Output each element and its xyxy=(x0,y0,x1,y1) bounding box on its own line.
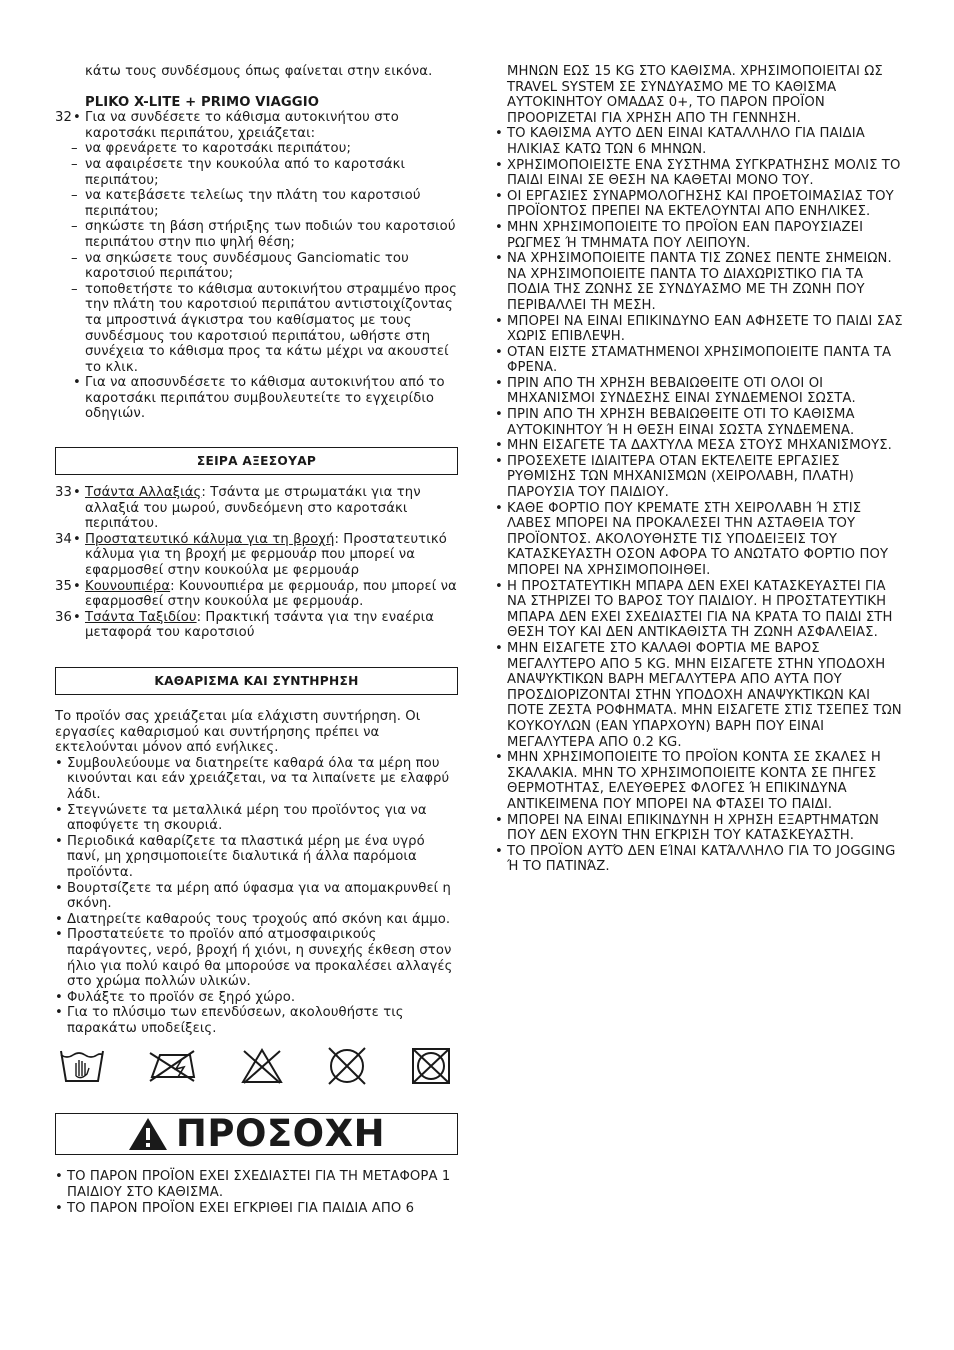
step-text: να κατεβάσετε τελείως την πλάτη του καροτσιού περιπάτου; xyxy=(85,188,421,219)
cleaning-bullet: • Περιοδικά καθαρίζετε τα πλαστικά μέρη με ένα υγρό πανί, μη χρησιμοποιείτε διαλυτικά ή άλλα παρόμοια προϊόντα. xyxy=(55,833,425,880)
safety-bullet-text: ΜΗΝ ΧΡΗΣΙΜΟΠΟΙΕΙΤΕ ΤΟ ΠΡΟΪΟΝ ΕΑΝ ΠΑΡΟΥΣΙΑΖΕΙ ΡΩΓΜΕΣ Ή ΤΜΗΜΑΤΑ ΠΟΥ ΛΕΙΠΟΥΝ. xyxy=(507,219,864,251)
left-column xyxy=(55,64,458,1216)
cleaning-bullet: • Για το πλύσιμο των επενδύσεων, ακολουθήστε τις παρακάτω υποδείξεις. xyxy=(55,1005,404,1036)
cleaning-bullet-text: Συμβουλεύουμε να διατηρείτε καθαρά όλα τα μέρη που κινούνται και εάν χρειάζεται, να τα λιπαίνετε με ελαφρύ λάδι. xyxy=(67,755,450,802)
warning-title: ΠΡΟΣΟΧΗ xyxy=(175,1112,386,1156)
cleaning-bullet-text: Προστατεύετε το προϊόν από ατμοσφαιρικούς παράγοντες, νερό, βροχή ή χιόνι, η συνεχής έκθεση στον ήλιο για πολύ καιρό θα μπορούσε να προκαλέσει αλλαγές στο χρώμα πολλών υλικών. xyxy=(67,927,453,990)
accessory-item: 35 • Κουνουπιέρα: Κουνουπιέρα με φερμουάρ, που μπορεί να εφαρμοσθεί στην κουκούλα με φερμουάρ. xyxy=(55,578,457,610)
safety-bullet: • ΠΡΙΝ ΑΠΟ ΤΗ ΧΡΗΣΗ ΒΕΒΑΙΩΘΕΙΤΕ ΟΤΙ ΤΟ ΚΑΘΙΣΜΑ ΑΥΤΟΚΙΝΗΤΟΥ Ή Η ΘΕΣΗ ΕΙΝΑΙ ΣΩΣΤΑ ΣΥΝΔΕΜΕΝΑ. xyxy=(495,407,855,438)
cleaning-bullet-text: Στεγνώνετε τα μεταλλικά μέρη του προϊόντος για να αποφύγετε τη σκουριά. xyxy=(67,802,427,834)
cleaning-bullet: • Στεγνώνετε τα μεταλλικά μέρη του προϊόντος για να αποφύγετε τη σκουριά. xyxy=(55,802,427,834)
item-text: Για να συνδέσετε το κάθισμα αυτοκινήτου στο καροτσάκι περιπάτου, χρειάζεται: xyxy=(85,110,399,141)
right-column xyxy=(495,64,905,875)
warning-triangle-icon xyxy=(128,1117,168,1151)
safety-bullet-text: Η ΠΡΟΣΤΑΤΕΥΤΙΚΗ ΜΠΑΡΑ ΔΕΝ ΕΧΕΙ ΚΑΤΑΣΚΕΥΑΣΤΕΙ ΓΙΑ ΝΑ ΣΤΗΡΙΖΕΙ ΤΟ ΒΑΡΟΣ ΤΟΥ ΠΑΙΔΙΟΥ. Η ΠΡΟΣΤΑΤΕΥΤΙΚΗ ΜΠΑΡΑ ΔΕΝ ΕΧΕΙ ΣΧΕΔΙΑΣΤΕΙ ΓΙΑ ΝΑ ΚΡΑΤΑ ΤΟ ΠΑΙΔΙ ΣΤΗ ΘΕΣΗ ΤΟΥ ΚΑΙ ΔΕΝ ΑΝΤΙΚΑΘΙΣΤΑ ΤΗ ΖΩΝΗ ΑΣΦΑΛΕΙΑΣ. xyxy=(507,578,893,641)
accessory-name: Προστατευτικό κάλυμα για τη βροχή xyxy=(85,531,335,547)
step-item: – να κατεβάσετε τελείως την πλάτη του καροτσιού περιπάτου; xyxy=(71,188,421,219)
accessory-name: Κουνουπιέρα xyxy=(85,578,171,594)
safety-bullet: • ΟΙ ΕΡΓΑΣΙΕΣ ΣΥΝΑΡΜΟΛΟΓΗΣΗΣ ΚΑΙ ΠΡΟΕΤΟΙΜΑΣΙΑΣ ΤΟΥ ΠΡΟΪΟΝΤΟΣ ΠΡΕΠΕΙ ΝΑ ΕΚΤΕΛΟΥΝΤΑΙ ΑΠΟ ΕΝΗΛΙΚΕΣ. xyxy=(495,188,894,220)
safety-bullet: • Η ΠΡΟΣΤΑΤΕΥΤΙΚΗ ΜΠΑΡΑ ΔΕΝ ΕΧΕΙ ΚΑΤΑΣΚΕΥΑΣΤΕΙ ΓΙΑ ΝΑ ΣΤΗΡΙΖΕΙ ΤΟ ΒΑΡΟΣ ΤΟΥ ΠΑΙΔΙΟΥ. Η ΠΡΟΣΤΑΤΕΥΤΙΚΗ ΜΠΑΡΑ ΔΕΝ ΕΧΕΙ ΣΧΕΔΙΑΣΤΕΙ ΓΙΑ ΝΑ ΚΡΑΤΑ ΤΟ ΠΑΙΔΙ ΣΤΗ ΘΕΣΗ ΤΟΥ ΚΑΙ ΔΕΝ ΑΝΤΙΚΑΘΙΣΤΑ ΤΗ ΖΩΝΗ ΑΣΦΑΛΕΙΑΣ. xyxy=(495,578,893,641)
safety-bullet: • ΤΟ ΠΡΟΪΟΝ ΑΥΤΌ ΔΕΝ ΕΊΝΑΙ ΚΑΤΆΛΛΗΛΟ ΓΙΑ ΤΟ JOGGING Ή ΤΟ ΠΑΤΙΝΆΖ. xyxy=(495,843,896,875)
safety-bullet-text: ΜΗΝ ΕΙΣΑΓΕΤΕ ΣΤΟ ΚΑΛΑΘΙ ΦΟΡΤΙΑ ΜΕ ΒΑΡΟΣ ΜΕΓΑΛΥΤΕΡΟ ΑΠΟ 5 KG. ΜΗΝ ΕΙΣΑΓΕΤΕ ΣΤΗΝ ΥΠΟΔΟΧΗ ΑΝΑΨΥΚΤΙΚΩΝ ΒΑΡΗ ΜΕΓΑΛΥΤΕΡΑ ΑΠΟ ΑΥΤΑ ΠΟΥ ΠΡΟΣΔΙΟΡΙΖΟΝΤΑΙ ΣΤΗΝ ΥΠΟΔΟΧΗ ΑΝΑΨΥΚΤΙΚΩΝ ΚΑΙ ΠΟΤΕ ΖΕΣΤΑ ΡΟΦΗΜΑΤΑ. ΜΗΝ ΕΙΣΑΓΕΤΕ ΣΤΙΣ ΤΣΕΠΕΣ ΤΩΝ ΚΟΥΚΟΥΛΩΝ (ΕΑΝ ΥΠΑΡΧΟΥΝ) ΒΑΡΗ ΠΟΥ ΕΙΝΑΙ ΜΕΓΑΛΥΤΕΡΑ ΑΠΟ 0.2 KG. xyxy=(507,640,902,750)
accessory-number: 33 xyxy=(55,485,72,501)
intro-continued: κάτω τους συνδέσμους όπως φαίνεται στην εικόνα. xyxy=(85,64,433,79)
step-text: να αφαιρέσετε την κουκούλα από το καροτσάκι περιπάτου; xyxy=(85,156,406,188)
accessory-desc: : Προστατευτικό κάλυμα για τη βροχή με φερμουάρ που μπορεί να εφαρμοσθεί στην κουκούλα με φερμουάρ xyxy=(85,531,447,579)
safety-bullet-text: ΠΡΙΝ ΑΠΟ ΤΗ ΧΡΗΣΗ ΒΕΒΑΙΩΘΕΙΤΕ ΟΤΙ ΤΟ ΚΑΘΙΣΜΑ ΑΥΤΟΚΙΝΗΤΟΥ Ή Η ΘΕΣΗ ΕΙΝΑΙ ΣΩΣΤΑ ΣΥΝΔΕΜΕΝΑ. xyxy=(507,407,855,438)
do-not-bleach-icon xyxy=(146,1047,198,1085)
accessories-title: ΣΕΙΡΑ ΑΞΕΣΟΥΑΡ xyxy=(55,447,458,475)
item-32: 32 • Για να συνδέσετε το κάθισμα αυτοκινήτου στο καροτσάκι περιπάτου, χρειάζεται: xyxy=(55,110,399,141)
step-item: – να φρενάρετε το καροτσάκι περιπάτου; xyxy=(71,141,352,157)
safety-bullet: • ΚΑΘΕ ΦΟΡΤΙΟ ΠΟΥ ΚΡΕΜΑΤΕ ΣΤΗ ΧΕΙΡΟΛΑΒΗ Ή ΣΤΙΣ ΛΑΒΕΣ ΜΠΟΡΕΙ ΝΑ ΠΡΟΚΑΛΕΣΕΙ ΤΗΝ ΑΣΤΑΘΕΙΑ ΤΟΥ ΠΡΟΪΟΝΤΟΣ. ΑΚΟΛΟΥΘΗΣΤΕ ΤΙΣ ΥΠΟΔΕΙΞΕΙΣ ΤΟΥ ΚΑΤΑΣΚΕΥΑΣΤΗ ΟΣΟΝ ΑΦΟΡΑ ΤΟ ΑΝΩΤΑΤΟ ΦΟΡΤΙΟ ΠΟΥ ΜΠΟΡΕΙ ΝΑ ΧΡΗΣΙΜΟΠΟΙΗΘΕΙ. xyxy=(495,500,889,578)
safety-list xyxy=(495,126,905,875)
warning-list xyxy=(55,1169,458,1216)
accessory-item: 33 • Τσάντα Αλλαξιάς: Τσάντα με στρωματάκι για την αλλαξιά του μωρού, συνδεόμενη στο καροτσάκι περιπάτου. xyxy=(55,485,421,532)
cleaning-bullet: • Διατηρείτε καθαρούς τους τροχούς από σκόνη και άμμο. xyxy=(55,911,451,927)
cleaning-bullet-text: Φυλάξτε το προϊόν σε ξηρό χώρο. xyxy=(67,989,296,1005)
cleaning-bullet: • Συμβουλεύουμε να διατηρείτε καθαρά όλα τα μέρη που κινούνται και εάν χρειάζεται, να τα λιπαίνετε με ελαφρύ λάδι. xyxy=(55,755,450,802)
safety-bullet: • ΜΗΝ ΧΡΗΣΙΜΟΠΟΙΕΙΤΕ ΤΟ ΠΡΟΪΟΝ ΚΟΝΤΑ ΣΕ ΣΚΑΛΕΣ Η ΣΚΑΛΑΚΙΑ. ΜΗΝ ΤΟ ΧΡΗΣΙΜΟΠΟΙΕΙΤΕ ΚΟΝΤΑ ΣΕ ΠΗΓΕΣ ΘΕΡΜΟΤΗΤΑΣ, ΕΛΕΥΘΕΡΕΣ ΦΛΟΓΕΣ Ή ΕΠΙΚΙΝΔΥΝΑ ΑΝΤΙΚΕΙΜΕΝΑ ΠΟΥ ΜΠΟΡΕΙ ΝΑ ΦΤΑΣΕΙ ΤΟ ΠΑΙΔΙ. xyxy=(495,750,881,812)
safety-bullet: • ΜΠΟΡΕΙ ΝΑ ΕΙΝΑΙ ΕΠΙΚΙΝΔΥΝΟ ΕΑΝ ΑΦΗΣΕΤΕ ΤΟ ΠΑΙΔΙ ΣΑΣ ΧΩΡΙΣ ΕΠΙΒΛΕΨΗ. xyxy=(495,313,903,345)
safety-bullet-text: ΤΟ ΚΑΘΙΣΜΑ ΑΥΤΟ ΔΕΝ ΕΙΝΑΙ ΚΑΤΑΛΛΗΛΟ ΓΙΑ ΠΑΙΔΙΑ ΗΛΙΚΙΑΣ ΚΑΤΩ ΤΩΝ 6 ΜΗΝΩΝ. xyxy=(507,126,865,157)
do-not-tumble-dry-icon xyxy=(410,1046,452,1086)
accessory-name: Τσάντα Ταξιδίου xyxy=(85,609,197,625)
cleaning-bullet: • Βουρτσίζετε τα μέρη από ύφασμα για να απομακρυνθεί η σκόνη. xyxy=(55,880,451,912)
warning-banner xyxy=(55,1113,458,1155)
step-item: – σηκώστε τη βάση στήριξης των ποδιών του καροτσιού περιπάτου στην πιο ψηλή θέση; xyxy=(71,219,456,250)
accessory-name: Τσάντα Αλλαξιάς xyxy=(85,485,202,501)
hand-wash-icon xyxy=(59,1047,105,1085)
accessory-desc: : Τσάντα με στρωματάκι για την αλλαξιά του μωρού, συνδεόμενη στο καροτσάκι περιπάτου. xyxy=(85,485,421,532)
safety-bullet-text: ΜΠΟΡΕΙ ΝΑ ΕΙΝΑΙ ΕΠΙΚΙΝΔΥΝΟ ΕΑΝ ΑΦΗΣΕΤΕ ΤΟ ΠΑΙΔΙ ΣΑΣ ΧΩΡΙΣ ΕΠΙΒΛΕΨΗ. xyxy=(507,313,903,345)
safety-bullet-text: ΟΙ ΕΡΓΑΣΙΕΣ ΣΥΝΑΡΜΟΛΟΓΗΣΗΣ ΚΑΙ ΠΡΟΕΤΟΙΜΑΣΙΑΣ ΤΟΥ ΠΡΟΪΟΝΤΟΣ ΠΡΕΠΕΙ ΝΑ ΕΚΤΕΛΟΥΝΤΑΙ ΑΠΟ ΕΝΗΛΙΚΕΣ. xyxy=(507,188,894,220)
cleaning-list xyxy=(55,756,458,1037)
accessories-list xyxy=(55,485,458,641)
do-not-iron-icon xyxy=(240,1047,284,1085)
accessory-desc: : Πρακτική τσάντα για την εναέρια μεταφορά του καροτσιού xyxy=(85,609,435,641)
warning-bullet: • ΤΟ ΠΑΡΟΝ ΠΡΟΪΟΝ ΕΧΕΙ ΕΓΚΡΙΘΕΙ ΓΙΑ ΠΑΙΔΙΑ ΑΠΟ 6 xyxy=(55,1200,415,1216)
step-item: – να αφαιρέσετε την κουκούλα από το καροτσάκι περιπάτου; xyxy=(71,156,406,188)
item-number: 32 xyxy=(55,110,72,126)
step-text: τοποθετήστε το κάθισμα αυτοκινήτου στραμμένο προς την πλάτη του καροτσιού περιπάτου αντιστοιχίζοντας τα μπροστινά άγκιστρα του καθίσματος με τους συνδέσμους του καροτσιού περιπάτου, ωθήστε στη συνέχεια το κάθισμα προς τα κάτω μέχρι να ακουστεί το κλικ. xyxy=(85,281,457,375)
accessory-number: 35 xyxy=(55,578,72,594)
safety-bullet-text: ΟΤΑΝ ΕΙΣΤΕ ΣΤΑΜΑΤΗΜΕΝΟΙ ΧΡΗΣΙΜΟΠΟΙΕΙΤΕ ΠΑΝΤΑ ΤΑ ΦΡΕΝΑ. xyxy=(507,344,892,376)
safety-bullet-text: ΠΡΙΝ ΑΠΟ ΤΗ ΧΡΗΣΗ ΒΕΒΑΙΩΘΕΙΤΕ ΟΤΙ ΟΛΟΙ ΟΙ ΜΗΧΑΝΙΣΜΟΙ ΣΥΝΔΕΣΗΣ ΕΙΝΑΙ ΣΥΝΔΕΜΕΝΟΙ ΣΩΣΤΑ. xyxy=(507,375,856,407)
safety-bullet: • ΤΟ ΚΑΘΙΣΜΑ ΑΥΤΟ ΔΕΝ ΕΙΝΑΙ ΚΑΤΑΛΛΗΛΟ ΓΙΑ ΠΑΙΔΙΑ ΗΛΙΚΙΑΣ ΚΑΤΩ ΤΩΝ 6 ΜΗΝΩΝ. xyxy=(495,126,865,157)
safety-bullet-text: ΤΟ ΠΡΟΪΟΝ ΑΥΤΌ ΔΕΝ ΕΊΝΑΙ ΚΑΤΆΛΛΗΛΟ ΓΙΑ ΤΟ JOGGING Ή ΤΟ ΠΑΤΙΝΆΖ. xyxy=(507,843,896,875)
safety-bullet: • ΜΗΝ ΕΙΣΑΓΕΤΕ ΤΑ ΔΑΧΤΥΛΑ ΜΕΣΑ ΣΤΟΥΣ ΜΗΧΑΝΙΣΜΟΥΣ. xyxy=(495,438,892,454)
safety-bullet-text: ΝΑ ΧΡΗΣΙΜΟΠΟΙΕΙΤΕ ΠΑΝΤΑ ΤΙΣ ΖΩΝΕΣ ΠΕΝΤΕ ΣΗΜΕΙΩΝ. ΝΑ ΧΡΗΣΙΜΟΠΟΙΕΙΤΕ ΠΑΝΤΑ ΤΟ ΔΙΑΧΩΡΙΣΤΙΚΟ ΓΙΑ ΤΑ ΠΟΔΙΑ ΤΗΣ ΖΩΝΗΣ ΣΕ ΣΥΝΔΥΑΣΜΟ ΜΕ ΤΗ ΖΩΝΗ ΠΟΥ ΠΕΡΙΒΑΛΛΕΙ ΤΗ ΜΕΣΗ. xyxy=(507,251,892,313)
step-text: να σηκώσετε τους συνδέσμους Ganciomatic του καροτσιού περιπάτου; xyxy=(85,250,409,282)
safety-bullet-text: ΜΠΟΡΕΙ ΝΑ ΕΙΝΑΙ ΕΠΙΚΙΝΔΥΝΗ Η ΧΡΗΣΗ ΕΞΑΡΤΗΜΑΤΩΝ ΠΟΥ ΔΕΝ ΕΧΟΥΝ ΤΗΝ ΕΓΚΡΙΣΗ ΤΟΥ ΚΑΤΑΣΚΕΥΑΣΤΗ. xyxy=(507,812,879,844)
warning-bullet: • ΤΟ ΠΑΡΟΝ ΠΡΟΪΟΝ ΕΧΕΙ ΣΧΕΔΙΑΣΤΕΙ ΓΙΑ ΤΗ ΜΕΤΑΦΟΡΑ 1 ΠΑΙΔΙΟΥ ΣΤΟ ΚΑΘΙΣΜΑ. xyxy=(55,1169,451,1201)
disconnect-note: • Για να αποσυνδέσετε το κάθισμα αυτοκινήτου από το καροτσάκι περιπάτου συμβουλευτείτε το εγχειρίδιο οδηγιών. xyxy=(73,375,445,422)
safety-bullet-text: ΧΡΗΣΙΜΟΠΟΙΕΙΣΤΕ ΕΝΑ ΣΥΣΤΗΜΑ ΣΥΓΚΡΑΤΗΣΗΣ ΜΟΛΙΣ ΤΟ ΠΑΙΔΙ ΕΙΝΑΙ ΣΕ ΘΕΣΗ ΝΑ ΚΑΘΕΤΑΙ ΜΟΝΟ ΤΟΥ. xyxy=(507,157,901,189)
right-continued: ΜΗΝΩΝ ΕΩΣ 15 KG ΣΤΟ ΚΑΘΙΣΜΑ. ΧΡΗΣΙΜΟΠΟΙΕΙΤΑΙ ΩΣ TRAVEL SYSTEM ΣΕ ΣΥΝΔΥΑΣΜΟ ΜΕ ΤΟ ΚΑΘΙΣΜΑ ΑΥΤΟΚΙΝΗΤΟΥ ΟΜΑΔΑΣ 0+, ΤΟ ΠΑΡΟΝ ΠΡΟΪΟΝ ΠΡΟΟΡΙΖΕΤΑΙ ΓΙΑ ΧΡΗΣΗ ΑΠΟ ΤΗ ΓΕΝΝΗΣΗ. xyxy=(507,64,883,126)
safety-bullet-text: ΚΑΘΕ ΦΟΡΤΙΟ ΠΟΥ ΚΡΕΜΑΤΕ ΣΤΗ ΧΕΙΡΟΛΑΒΗ Ή ΣΤΙΣ ΛΑΒΕΣ ΜΠΟΡΕΙ ΝΑ ΠΡΟΚΑΛΕΣΕΙ ΤΗΝ ΑΣΤΑΘΕΙΑ ΤΟΥ ΠΡΟΪΟΝΤΟΣ. ΑΚΟΛΟΥΘΗΣΤΕ ΤΙΣ ΥΠΟΔΕΙΞΕΙΣ ΤΟΥ ΚΑΤΑΣΚΕΥΑΣΤΗ ΟΣΟΝ ΑΦΟΡΑ ΤΟ ΑΝΩΤΑΤΟ ΦΟΡΤΙΟ ΠΟΥ ΜΠΟΡΕΙ ΝΑ ΧΡΗΣΙΜΟΠΟΙΗΘΕΙ. xyxy=(507,500,889,578)
accessory-number: 34 xyxy=(55,531,72,547)
safety-bullet: • ΧΡΗΣΙΜΟΠΟΙΕΙΣΤΕ ΕΝΑ ΣΥΣΤΗΜΑ ΣΥΓΚΡΑΤΗΣΗΣ ΜΟΛΙΣ ΤΟ ΠΑΙΔΙ ΕΙΝΑΙ ΣΕ ΘΕΣΗ ΝΑ ΚΑΘΕΤΑΙ ΜΟΝΟ ΤΟΥ. xyxy=(495,157,901,189)
cleaning-bullet-text: Διατηρείτε καθαρούς τους τροχούς από σκόνη και άμμο. xyxy=(67,911,451,927)
do-not-dry-clean-icon xyxy=(325,1046,369,1086)
accessory-item: 34 • Προστατευτικό κάλυμα για τη βροχή: Προστατευτικό κάλυμα για τη βροχή με φερμουάρ που μπορεί να εφαρμοσθεί στην κουκούλα με φερμουάρ xyxy=(55,531,447,579)
safety-bullet: • ΠΡΟΣΕΧΕΤΕ ΙΔΙΑΙΤΕΡΑ ΟΤΑΝ ΕΚΤΕΛΕΙΤΕ ΕΡΓΑΣΙΕΣ ΡΥΘΜΙΣΗΣ ΤΩΝ ΜΗΧΑΝΙΣΜΩΝ (ΧΕΙΡΟΛΑΒΗ, ΠΛΑΤΗ) ΠΑΡΟΥΣΙΑ ΤΟΥ ΠΑΙΔΙΟΥ. xyxy=(495,453,854,501)
cleaning-bullet-text: Περιοδικά καθαρίζετε τα πλαστικά μέρη με ένα υγρό πανί, μη χρησιμοποιείτε διαλυτικά ή άλλα παρόμοια προϊόντα. xyxy=(67,833,425,880)
cleaning-bullet: • Προστατεύετε το προϊόν από ατμοσφαιρικούς παράγοντες, νερό, βροχή ή χιόνι, η συνεχής έκθεση στον ήλιο για πολύ καιρό θα μπορούσε να προκαλέσει αλλαγές στο χρώμα πολλών υλικών. xyxy=(55,927,453,990)
accessory-item: 36 • Τσάντα Ταξιδίου: Πρακτική τσάντα για την εναέρια μεταφορά του καροτσιού xyxy=(55,609,435,641)
accessory-desc: : Κουνουπιέρα με φερμουάρ, που μπορεί να εφαρμοσθεί στην κουκούλα με φερμουάρ. xyxy=(85,578,457,610)
cleaning-bullet: • Φυλάξτε το προϊόν σε ξηρό χώρο. xyxy=(55,989,296,1005)
cleaning-bullet-text: Για το πλύσιμο των επενδύσεων, ακολουθήστε τις παρακάτω υποδείξεις. xyxy=(67,1005,404,1036)
step-text: σηκώστε τη βάση στήριξης των ποδιών του καροτσιού περιπάτου στην πιο ψηλή θέση; xyxy=(85,219,456,250)
step-item: – να σηκώσετε τους συνδέσμους Ganciomatic του καροτσιού περιπάτου; xyxy=(71,250,409,282)
cleaning-bullet-text: Βουρτσίζετε τα μέρη από ύφασμα για να απομακρυνθεί η σκόνη. xyxy=(67,880,451,912)
accessory-number: 36 xyxy=(55,609,72,625)
safety-bullet: • ΜΗΝ ΧΡΗΣΙΜΟΠΟΙΕΙΤΕ ΤΟ ΠΡΟΪΟΝ ΕΑΝ ΠΑΡΟΥΣΙΑΖΕΙ ΡΩΓΜΕΣ Ή ΤΜΗΜΑΤΑ ΠΟΥ ΛΕΙΠΟΥΝ. xyxy=(495,219,864,251)
cleaning-intro: Το προϊόν σας χρειάζεται μία ελάχιστη συντήρηση. Οι εργασίες καθαρισμού και συντήρησης πρέπει να εκτελούνται μόνον από ενήλικες. xyxy=(55,709,421,756)
safety-bullet: • ΜΠΟΡΕΙ ΝΑ ΕΙΝΑΙ ΕΠΙΚΙΝΔΥΝΗ Η ΧΡΗΣΗ ΕΞΑΡΤΗΜΑΤΩΝ ΠΟΥ ΔΕΝ ΕΧΟΥΝ ΤΗΝ ΕΓΚΡΙΣΗ ΤΟΥ ΚΑΤΑΣΚΕΥΑΣΤΗ. xyxy=(495,812,879,844)
safety-bullet: • ΜΗΝ ΕΙΣΑΓΕΤΕ ΣΤΟ ΚΑΛΑΘΙ ΦΟΡΤΙΑ ΜΕ ΒΑΡΟΣ ΜΕΓΑΛΥΤΕΡΟ ΑΠΟ 5 KG. ΜΗΝ ΕΙΣΑΓΕΤΕ ΣΤΗΝ ΥΠΟΔΟΧΗ ΑΝΑΨΥΚΤΙΚΩΝ ΒΑΡΗ ΜΕΓΑΛΥΤΕΡΑ ΑΠΟ ΑΥΤΑ ΠΟΥ ΠΡΟΣΔΙΟΡΙΖΟΝΤΑΙ ΣΤΗΝ ΥΠΟΔΟΧΗ ΑΝΑΨΥΚΤΙΚΩΝ ΚΑΙ ΠΟΤΕ ΖΕΣΤΑ ΡΟΦΗΜΑΤΑ. ΜΗΝ ΕΙΣΑΓΕΤΕ ΣΤΙΣ ΤΣΕΠΕΣ ΤΩΝ ΚΟΥΚΟΥΛΩΝ (ΕΑΝ ΥΠΑΡΧΟΥΝ) ΒΑΡΗ ΠΟΥ ΕΙΝΑΙ ΜΕΓΑΛΥΤΕΡΑ ΑΠΟ 0.2 KG. xyxy=(495,640,902,750)
safety-bullet-text: ΠΡΟΣΕΧΕΤΕ ΙΔΙΑΙΤΕΡΑ ΟΤΑΝ ΕΚΤΕΛΕΙΤΕ ΕΡΓΑΣΙΕΣ ΡΥΘΜΙΣΗΣ ΤΩΝ ΜΗΧΑΝΙΣΜΩΝ (ΧΕΙΡΟΛΑΒΗ, ΠΛΑΤΗ) ΠΑΡΟΥΣΙΑ ΤΟΥ ΠΑΙΔΙΟΥ. xyxy=(507,453,854,501)
care-symbols xyxy=(55,1044,458,1088)
safety-bullet-text: ΜΗΝ ΕΙΣΑΓΕΤΕ ΤΑ ΔΑΧΤΥΛΑ ΜΕΣΑ ΣΤΟΥΣ ΜΗΧΑΝΙΣΜΟΥΣ. xyxy=(507,438,892,454)
safety-bullet: • ΠΡΙΝ ΑΠΟ ΤΗ ΧΡΗΣΗ ΒΕΒΑΙΩΘΕΙΤΕ ΟΤΙ ΟΛΟΙ ΟΙ ΜΗΧΑΝΙΣΜΟΙ ΣΥΝΔΕΣΗΣ ΕΙΝΑΙ ΣΥΝΔΕΜΕΝΟΙ ΣΩΣΤΑ. xyxy=(495,375,856,407)
steps-list xyxy=(55,141,458,375)
step-item: – τοποθετήστε το κάθισμα αυτοκινήτου στραμμένο προς την πλάτη του καροτσιού περιπάτου αντιστοιχίζοντας τα μπροστινά άγκιστρα του καθίσματος με τους συνδέσμους του καροτσιού περιπάτου, ωθήστε στη συνέχεια το κάθισμα προς τα κάτω μέχρι να ακουστεί το κλικ. xyxy=(71,281,457,375)
pliko-heading: PLIKO X-LITE + PRIMO VIAGGIO xyxy=(85,94,320,110)
cleaning-title: ΚΑΘΑΡΙΣΜΑ ΚΑΙ ΣΥΝΤΗΡΗΣΗ xyxy=(55,667,458,695)
warning-bullet-text: ΤΟ ΠΑΡΟΝ ΠΡΟΪΟΝ ΕΧΕΙ ΣΧΕΔΙΑΣΤΕΙ ΓΙΑ ΤΗ ΜΕΤΑΦΟΡΑ 1 ΠΑΙΔΙΟΥ ΣΤΟ ΚΑΘΙΣΜΑ. xyxy=(67,1169,451,1201)
safety-bullet-text: ΜΗΝ ΧΡΗΣΙΜΟΠΟΙΕΙΤΕ ΤΟ ΠΡΟΪΟΝ ΚΟΝΤΑ ΣΕ ΣΚΑΛΕΣ Η ΣΚΑΛΑΚΙΑ. ΜΗΝ ΤΟ ΧΡΗΣΙΜΟΠΟΙΕΙΤΕ ΚΟΝΤΑ ΣΕ ΠΗΓΕΣ ΘΕΡΜΟΤΗΤΑΣ, ΕΛΕΥΘΕΡΕΣ ΦΛΟΓΕΣ Ή ΕΠΙΚΙΝΔΥΝΑ ΑΝΤΙΚΕΙΜΕΝΑ ΠΟΥ ΜΠΟΡΕΙ ΝΑ ΦΤΑΣΕΙ ΤΟ ΠΑΙΔΙ. xyxy=(507,750,881,812)
safety-bullet: • ΟΤΑΝ ΕΙΣΤΕ ΣΤΑΜΑΤΗΜΕΝΟΙ ΧΡΗΣΙΜΟΠΟΙΕΙΤΕ ΠΑΝΤΑ ΤΑ ΦΡΕΝΑ. xyxy=(495,344,892,376)
step-text: να φρενάρετε το καροτσάκι περιπάτου; xyxy=(85,141,352,157)
warning-bullet-text: ΤΟ ΠΑΡΟΝ ΠΡΟΪΟΝ ΕΧΕΙ ΕΓΚΡΙΘΕΙ ΓΙΑ ΠΑΙΔΙΑ ΑΠΟ 6 xyxy=(67,1200,415,1216)
safety-bullet: • ΝΑ ΧΡΗΣΙΜΟΠΟΙΕΙΤΕ ΠΑΝΤΑ ΤΙΣ ΖΩΝΕΣ ΠΕΝΤΕ ΣΗΜΕΙΩΝ. ΝΑ ΧΡΗΣΙΜΟΠΟΙΕΙΤΕ ΠΑΝΤΑ ΤΟ ΔΙΑΧΩΡΙΣΤΙΚΟ ΓΙΑ ΤΑ ΠΟΔΙΑ ΤΗΣ ΖΩΝΗΣ ΣΕ ΣΥΝΔΥΑΣΜΟ ΜΕ ΤΗ ΖΩΝΗ ΠΟΥ ΠΕΡΙΒΑΛΛΕΙ ΤΗ ΜΕΣΗ. xyxy=(495,251,892,313)
